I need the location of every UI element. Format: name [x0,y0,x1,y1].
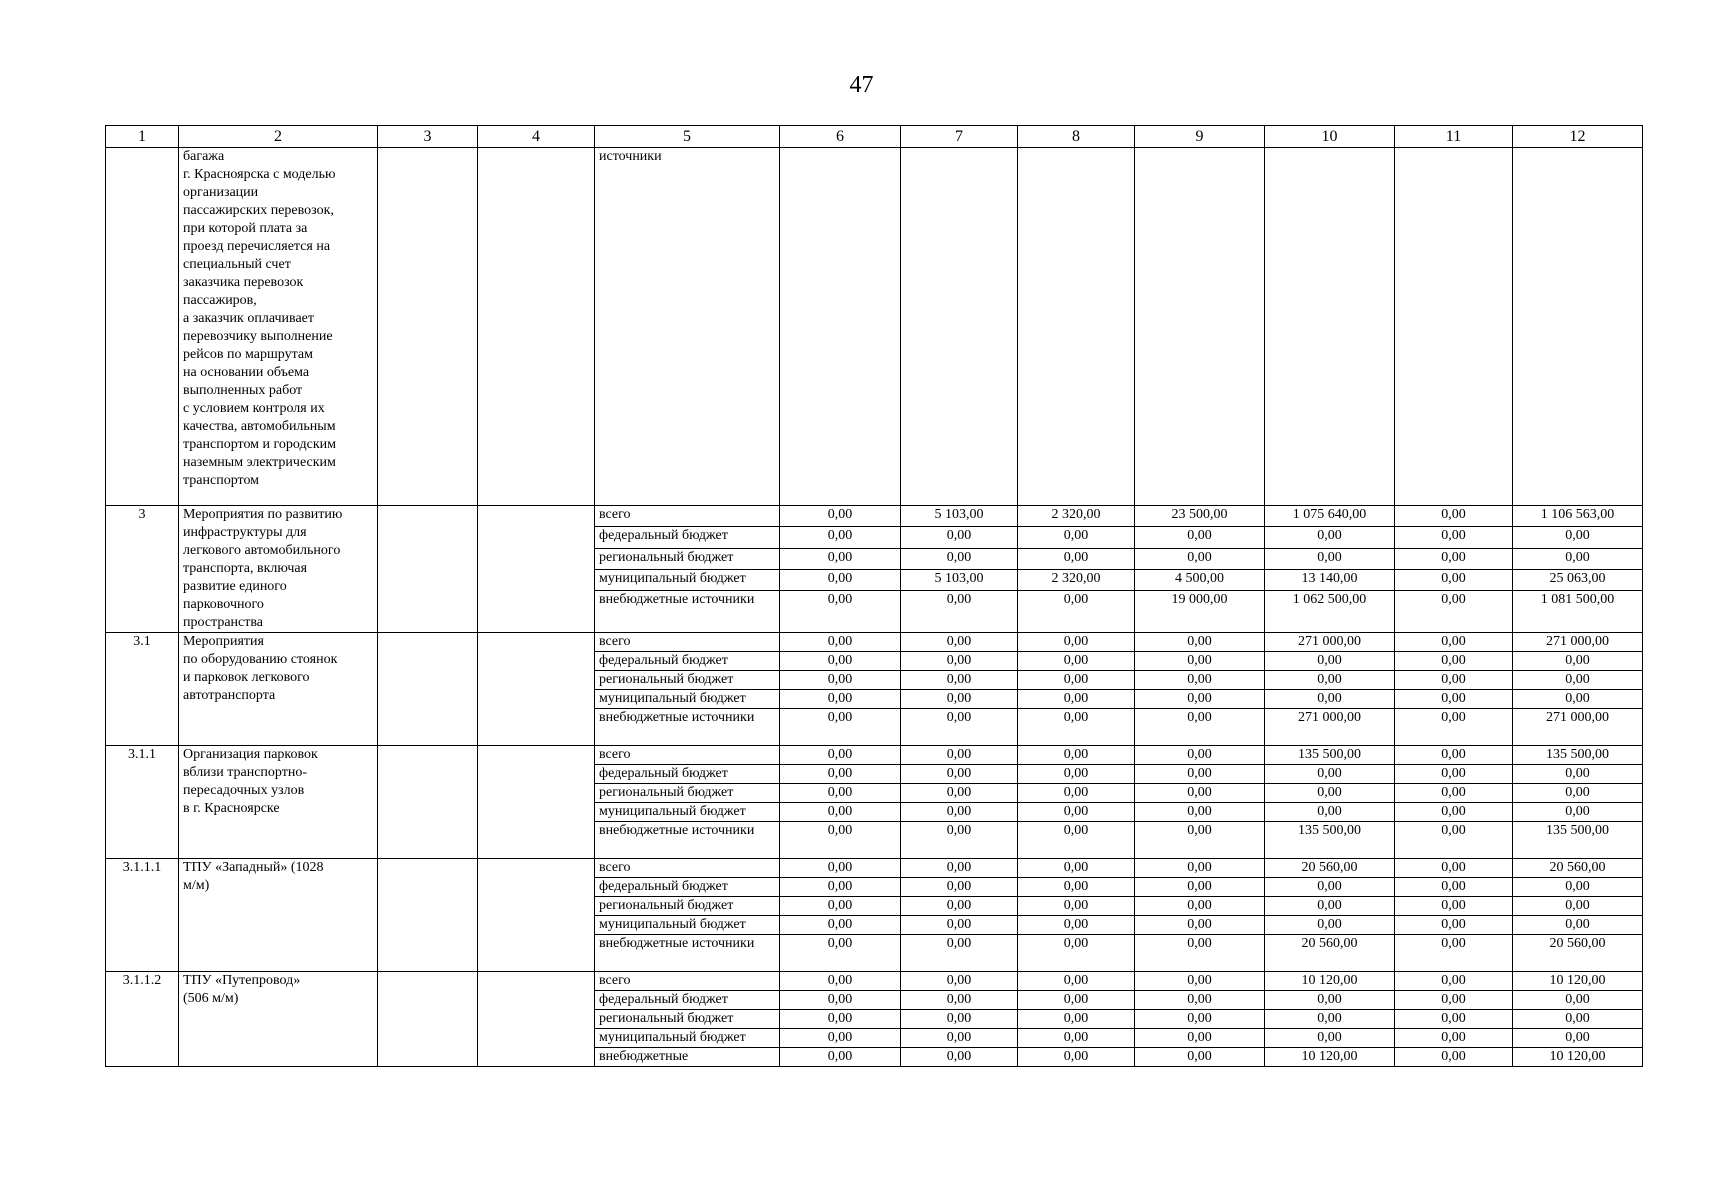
value-cell: 0,00 [1265,916,1395,935]
value-cell: 5 103,00 [901,570,1018,591]
value-cell: 0,00 [1135,527,1265,548]
empty-cell [478,746,595,859]
value-cell: 0,00 [1395,1010,1513,1029]
value-cell: 0,00 [1395,765,1513,784]
value-cell: 0,00 [901,935,1018,972]
value-cell: 0,00 [1513,916,1643,935]
value-cell: 0,00 [1018,591,1135,633]
funding-source-cell: муниципальный бюджет [595,1029,780,1048]
value-cell: 0,00 [901,803,1018,822]
value-cell: 0,00 [1018,859,1135,878]
value-cell: 0,00 [901,859,1018,878]
column-header: 1 [106,126,179,148]
value-cell: 0,00 [1513,878,1643,897]
funding-source-cell: внебюджетные источники [595,709,780,746]
value-cell: 0,00 [780,972,901,991]
value-cell: 0,00 [1018,1029,1135,1048]
value-cell: 0,00 [1265,652,1395,671]
page-number: 47 [849,72,874,98]
item-code-cell: 3.1.1.2 [106,972,179,1067]
value-cell: 0,00 [1513,897,1643,916]
value-cell: 0,00 [1513,803,1643,822]
value-cell: 0,00 [1265,690,1395,709]
value-cell: 0,00 [1018,527,1135,548]
value-cell: 0,00 [901,690,1018,709]
table-row [106,746,1643,765]
funding-source-cell: региональный бюджет [595,671,780,690]
funding-source-cell: федеральный бюджет [595,527,780,548]
value-cell: 0,00 [901,671,1018,690]
column-header: 9 [1135,126,1265,148]
value-cell: 0,00 [901,709,1018,746]
value-cell: 0,00 [1135,822,1265,859]
value-cell: 0,00 [901,591,1018,633]
source-cell: источники [595,148,780,506]
value-cell: 0,00 [1265,548,1395,569]
value-cell: 2 320,00 [1018,570,1135,591]
table-row [106,633,1643,652]
value-cell: 0,00 [1395,709,1513,746]
value-cell: 1 075 640,00 [1265,506,1395,527]
value-cell: 0,00 [780,652,901,671]
empty-cell [478,972,595,1067]
table-row [106,972,1643,991]
value-cell: 0,00 [1135,633,1265,652]
item-code-cell: 3.1 [106,633,179,746]
value-cell: 0,00 [780,991,901,1010]
value-cell: 0,00 [1135,548,1265,569]
header-row [106,126,1643,148]
value-cell: 0,00 [1135,935,1265,972]
value-cell: 0,00 [1135,784,1265,803]
value-cell: 0,00 [1395,991,1513,1010]
value-cell: 13 140,00 [1265,570,1395,591]
value-cell: 0,00 [780,671,901,690]
value-cell: 0,00 [1265,765,1395,784]
column-header: 5 [595,126,780,148]
funding-source-cell: региональный бюджет [595,1010,780,1029]
value-cell: 10 120,00 [1265,972,1395,991]
empty-cell [378,746,478,859]
value-cell: 0,00 [1135,690,1265,709]
value-cell: 0,00 [780,548,901,569]
value-cell: 0,00 [780,1029,901,1048]
value-cell: 0,00 [901,527,1018,548]
value-cell: 0,00 [1395,916,1513,935]
empty-cell [378,633,478,746]
funding-source-cell: внебюджетные источники [595,591,780,633]
value-cell: 19 000,00 [1135,591,1265,633]
value-cell: 0,00 [1018,878,1135,897]
value-cell: 0,00 [780,527,901,548]
value-cell: 0,00 [901,633,1018,652]
value-cell: 0,00 [1265,671,1395,690]
item-description-cell: Мероприятия по развитию инфраструктуры для легкового автомобильного транспорта, включая развитие единого парковочного пространства [179,506,378,633]
value-cell: 0,00 [1395,859,1513,878]
value-cell: 0,00 [1513,548,1643,569]
value-cell: 271 000,00 [1513,633,1643,652]
empty-cell [1513,148,1643,506]
value-cell: 0,00 [1018,972,1135,991]
value-cell: 0,00 [1395,1048,1513,1067]
funding-source-cell: муниципальный бюджет [595,803,780,822]
value-cell: 0,00 [1513,671,1643,690]
value-cell: 0,00 [780,935,901,972]
value-cell: 271 000,00 [1265,709,1395,746]
value-cell: 1 081 500,00 [1513,591,1643,633]
value-cell: 0,00 [1395,671,1513,690]
empty-cell [780,148,901,506]
empty-cell [478,506,595,633]
value-cell: 0,00 [780,765,901,784]
column-header: 3 [378,126,478,148]
value-cell: 0,00 [780,591,901,633]
value-cell: 0,00 [780,570,901,591]
value-cell: 0,00 [1135,1048,1265,1067]
value-cell: 135 500,00 [1265,746,1395,765]
item-description-cell: Организация парковок вблизи транспортно- пересадочных узлов в г. Красноярске [179,746,378,859]
empty-cell [478,859,595,972]
value-cell: 0,00 [780,709,901,746]
value-cell: 0,00 [780,803,901,822]
value-cell: 0,00 [1135,991,1265,1010]
funding-source-cell: муниципальный бюджет [595,916,780,935]
table-body [106,126,1643,1067]
value-cell: 0,00 [1018,709,1135,746]
column-header: 7 [901,126,1018,148]
value-cell: 0,00 [901,916,1018,935]
value-cell: 271 000,00 [1513,709,1643,746]
value-cell: 0,00 [901,878,1018,897]
empty-cell [378,506,478,633]
value-cell: 25 063,00 [1513,570,1643,591]
value-cell: 0,00 [1513,991,1643,1010]
value-cell: 0,00 [1513,784,1643,803]
description-cell: багажа г. Красноярска с моделью организации пассажирских перевозок, при которой плата за проезд перечисляется на специальный счет заказчика перевозок пассажиров, а заказчик оплачивает перевозчику выполнение рейсов по маршрутам на основании объема выполненных работ с условием контроля их качества, автомобильным транспортом и городским наземным электрическим транспортом [179,148,378,506]
value-cell: 5 103,00 [901,506,1018,527]
program-table [105,125,1643,1067]
funding-source-cell: всего [595,506,780,527]
column-header: 2 [179,126,378,148]
value-cell: 0,00 [780,822,901,859]
funding-source-cell: всего [595,746,780,765]
value-cell: 0,00 [1018,633,1135,652]
empty-cell [901,148,1018,506]
value-cell: 0,00 [1395,548,1513,569]
value-cell: 0,00 [780,916,901,935]
value-cell: 0,00 [1135,652,1265,671]
funding-source-cell: федеральный бюджет [595,765,780,784]
value-cell: 0,00 [1395,784,1513,803]
item-description-cell: ТПУ «Западный» (1028 м/м) [179,859,378,972]
value-cell: 0,00 [1135,878,1265,897]
value-cell: 0,00 [1395,591,1513,633]
table-row [106,506,1643,527]
funding-source-cell: всего [595,633,780,652]
item-code-cell: 3 [106,506,179,633]
value-cell: 0,00 [1135,897,1265,916]
value-cell: 271 000,00 [1265,633,1395,652]
value-cell: 0,00 [1513,765,1643,784]
value-cell: 0,00 [1265,897,1395,916]
value-cell: 0,00 [1513,527,1643,548]
funding-source-cell: муниципальный бюджет [595,690,780,709]
value-cell: 1 062 500,00 [1265,591,1395,633]
value-cell: 0,00 [1265,991,1395,1010]
value-cell: 0,00 [1135,972,1265,991]
funding-source-cell: региональный бюджет [595,897,780,916]
value-cell: 0,00 [1018,822,1135,859]
value-cell: 0,00 [1018,1010,1135,1029]
value-cell: 135 500,00 [1513,822,1643,859]
value-cell: 0,00 [780,506,901,527]
empty-cell [378,972,478,1067]
value-cell: 0,00 [901,1010,1018,1029]
value-cell: 0,00 [780,633,901,652]
value-cell: 0,00 [1018,548,1135,569]
funding-source-cell: федеральный бюджет [595,652,780,671]
value-cell: 20 560,00 [1265,935,1395,972]
value-cell: 0,00 [1395,935,1513,972]
funding-source-cell: внебюджетные источники [595,935,780,972]
value-cell: 0,00 [1395,746,1513,765]
value-cell: 0,00 [1265,527,1395,548]
value-cell: 0,00 [780,897,901,916]
value-cell: 0,00 [1265,1010,1395,1029]
value-cell: 0,00 [901,784,1018,803]
value-cell: 0,00 [1395,506,1513,527]
value-cell: 0,00 [1265,784,1395,803]
value-cell: 0,00 [1135,765,1265,784]
value-cell: 0,00 [901,765,1018,784]
value-cell: 0,00 [901,548,1018,569]
value-cell: 0,00 [1513,652,1643,671]
value-cell: 0,00 [901,1029,1018,1048]
value-cell: 0,00 [1018,671,1135,690]
value-cell: 10 120,00 [1513,972,1643,991]
funding-source-cell: внебюджетные [595,1048,780,1067]
value-cell: 0,00 [1395,878,1513,897]
column-header: 11 [1395,126,1513,148]
empty-cell [1265,148,1395,506]
value-cell: 10 120,00 [1513,1048,1643,1067]
funding-source-cell: федеральный бюджет [595,991,780,1010]
value-cell: 0,00 [780,784,901,803]
item-description-cell: Мероприятия по оборудованию стоянок и парковок легкового автотранспорта [179,633,378,746]
value-cell: 0,00 [1018,1048,1135,1067]
value-cell: 0,00 [1265,878,1395,897]
item-code-cell: 3.1.1.1 [106,859,179,972]
value-cell: 0,00 [1513,690,1643,709]
value-cell: 0,00 [1395,570,1513,591]
item-description-cell: ТПУ «Путепровод» (506 м/м) [179,972,378,1067]
value-cell: 0,00 [780,878,901,897]
empty-cell [1135,148,1265,506]
empty-cell [1018,148,1135,506]
funding-source-cell: всего [595,972,780,991]
empty-cell [1395,148,1513,506]
value-cell: 0,00 [1018,746,1135,765]
value-cell: 0,00 [1513,1010,1643,1029]
empty-cell [378,148,478,506]
value-cell: 0,00 [1135,709,1265,746]
value-cell: 4 500,00 [1135,570,1265,591]
column-header: 8 [1018,126,1135,148]
value-cell: 10 120,00 [1265,1048,1395,1067]
value-cell: 0,00 [901,897,1018,916]
value-cell: 0,00 [780,1048,901,1067]
column-header: 6 [780,126,901,148]
value-cell: 0,00 [1018,652,1135,671]
value-cell: 0,00 [780,746,901,765]
value-cell: 135 500,00 [1265,822,1395,859]
value-cell: 0,00 [1265,1029,1395,1048]
funding-source-cell: федеральный бюджет [595,878,780,897]
value-cell: 0,00 [1018,784,1135,803]
value-cell: 0,00 [1135,803,1265,822]
value-cell: 0,00 [1135,859,1265,878]
value-cell: 0,00 [1135,1010,1265,1029]
value-cell: 0,00 [901,972,1018,991]
funding-source-cell: региональный бюджет [595,784,780,803]
funding-source-cell: муниципальный бюджет [595,570,780,591]
value-cell: 0,00 [901,991,1018,1010]
value-cell: 0,00 [1018,690,1135,709]
value-cell: 0,00 [780,1010,901,1029]
continuation-row [106,148,1643,506]
value-cell: 0,00 [1395,803,1513,822]
value-cell: 0,00 [901,746,1018,765]
value-cell: 0,00 [1395,822,1513,859]
value-cell: 0,00 [1395,633,1513,652]
value-cell: 0,00 [1265,803,1395,822]
value-cell: 0,00 [1135,1029,1265,1048]
empty-cell [478,633,595,746]
value-cell: 0,00 [901,1048,1018,1067]
value-cell: 0,00 [1395,527,1513,548]
value-cell: 0,00 [901,652,1018,671]
column-header: 12 [1513,126,1643,148]
value-cell: 23 500,00 [1135,506,1265,527]
value-cell: 0,00 [1018,765,1135,784]
value-cell: 0,00 [1018,991,1135,1010]
column-header: 4 [478,126,595,148]
value-cell: 0,00 [1395,652,1513,671]
value-cell: 135 500,00 [1513,746,1643,765]
funding-source-cell: региональный бюджет [595,548,780,569]
value-cell: 20 560,00 [1513,859,1643,878]
empty-cell [378,859,478,972]
value-cell: 0,00 [901,822,1018,859]
value-cell: 0,00 [1018,897,1135,916]
value-cell: 0,00 [1395,972,1513,991]
value-cell: 0,00 [780,690,901,709]
column-header: 10 [1265,126,1395,148]
value-cell: 0,00 [1395,897,1513,916]
value-cell: 20 560,00 [1513,935,1643,972]
value-cell: 20 560,00 [1265,859,1395,878]
value-cell: 0,00 [780,859,901,878]
value-cell: 0,00 [1018,803,1135,822]
funding-source-cell: всего [595,859,780,878]
value-cell: 0,00 [1513,1029,1643,1048]
code-cell [106,148,179,506]
value-cell: 2 320,00 [1018,506,1135,527]
value-cell: 0,00 [1135,916,1265,935]
item-code-cell: 3.1.1 [106,746,179,859]
value-cell: 0,00 [1395,1029,1513,1048]
funding-source-cell: внебюджетные источники [595,822,780,859]
value-cell: 0,00 [1018,935,1135,972]
value-cell: 0,00 [1135,746,1265,765]
value-cell: 0,00 [1018,916,1135,935]
value-cell: 1 106 563,00 [1513,506,1643,527]
value-cell: 0,00 [1395,690,1513,709]
table-row [106,859,1643,878]
empty-cell [478,148,595,506]
value-cell: 0,00 [1135,671,1265,690]
